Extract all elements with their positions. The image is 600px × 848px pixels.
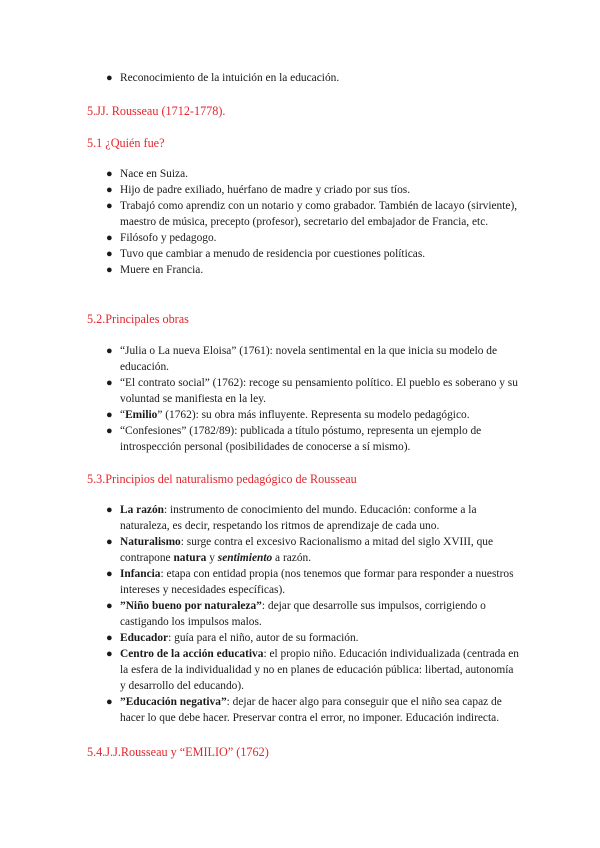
list-item: ● Filósofo y pedagogo. [106, 232, 217, 244]
list-item: ● “Emilio” (1762): su obra más influyente. Representa su modelo pedagógico. [106, 409, 470, 421]
list-item: ● ”Niño bueno por naturaleza”: dejar que desarrolle sus impulsos, corrigiendo o castigando los impulsos malos. [106, 600, 486, 628]
list-item: ● “El contrato social” (1762): recoge su pensamiento político. El pueblo es soberano y su voluntad se manifiesta en la ley. [106, 377, 518, 405]
list-item: ● “Confesiones” (1782/89): publicada a título póstumo, representa un ejemplo de introspección personal (posibilidades de conocerse a sí mismo). [106, 425, 482, 453]
biography-list [0, 166, 600, 278]
section-heading-rousseau: 5.JJ. Rousseau (1712-1778). [87, 104, 226, 118]
list-item: ● Trabajó como aprendiz con un notario y como grabador. También de lacayo (sirviente), maestro de música, precepto (profesor), secretario del embajador de Francia, etc. [106, 200, 518, 228]
bullet-icon: ● [106, 168, 113, 180]
bullet-icon: ● [106, 264, 113, 276]
list-item: ● Tuvo que cambiar a menudo de residencia por cuestiones políticas. [106, 248, 426, 260]
list-item: ● Infancia: etapa con entidad propia (nos tenemos que formar para responder a nuestros intereses y necesidades específicas). [106, 568, 514, 596]
bullet-icon: ● [106, 504, 113, 516]
bullet-icon: ● [106, 536, 113, 548]
works-list [0, 343, 600, 455]
bullet-icon: ● [106, 377, 113, 389]
bullet-icon: ● [106, 232, 113, 244]
bullet-icon: ● [106, 632, 113, 644]
list-item: ● Educador: guía para el niño, autor de su formación. [106, 632, 359, 644]
list-item: ● Naturalismo: surge contra el excesivo Racionalismo a mitad del siglo XVIII, que contrapone natura y sentimiento a razón. [106, 536, 494, 564]
section-heading-quien-fue: 5.1 ¿Quién fue? [87, 136, 165, 150]
section-heading-emilio: 5.4.J.J.Rousseau y “EMILIO” (1762) [87, 745, 269, 759]
list-item: ● Muere en Francia. [106, 264, 204, 276]
bullet-icon: ● [106, 648, 113, 660]
list-item: ● Reconocimiento de la intuición en la educación. [106, 72, 340, 84]
section-heading-principales-obras: 5.2.Principales obras [87, 312, 189, 326]
list-item: ● ”Educación negativa”: dejar de hacer algo para conseguir que el niño sea capaz de hacer lo que debe hacer. Preservar contra el error, no imponer. Educación indirecta. [106, 696, 502, 724]
section-heading-principios: 5.3.Principios del naturalismo pedagógico de Rousseau [87, 472, 357, 486]
list-item: ● “Julia o La nueva Eloisa” (1761): novela sentimental en la que inicia su modelo de educación. [106, 345, 498, 373]
bullet-icon: ● [106, 248, 113, 260]
bullet-icon: ● [106, 345, 113, 357]
bullet-icon: ● [106, 200, 113, 212]
list-item: ● La razón: instrumento de conocimiento del mundo. Educación: conforme a la naturaleza, es decir, respetando los ritmos de aprendizaje de cada uno. [106, 504, 477, 532]
bullet-icon: ● [106, 72, 113, 84]
bullet-icon: ● [106, 696, 113, 708]
bullet-icon: ● [106, 184, 113, 196]
bullet-icon: ● [106, 600, 113, 612]
intro-list [0, 70, 600, 86]
list-item: ● Nace en Suiza. [106, 168, 188, 180]
bullet-icon: ● [106, 425, 113, 437]
bullet-icon: ● [106, 568, 113, 580]
bullet-icon: ● [106, 409, 113, 421]
list-item: ● Centro de la acción educativa: el propio niño. Educación individualizada (centrada en la esfera de la individualidad y no en planes de educación pública: libertad, autonomía y desarrollo del educando). [106, 648, 519, 692]
list-item: ● Hijo de padre exiliado, huérfano de madre y criado por sus tíos. [106, 184, 411, 196]
principles-list [0, 502, 600, 726]
